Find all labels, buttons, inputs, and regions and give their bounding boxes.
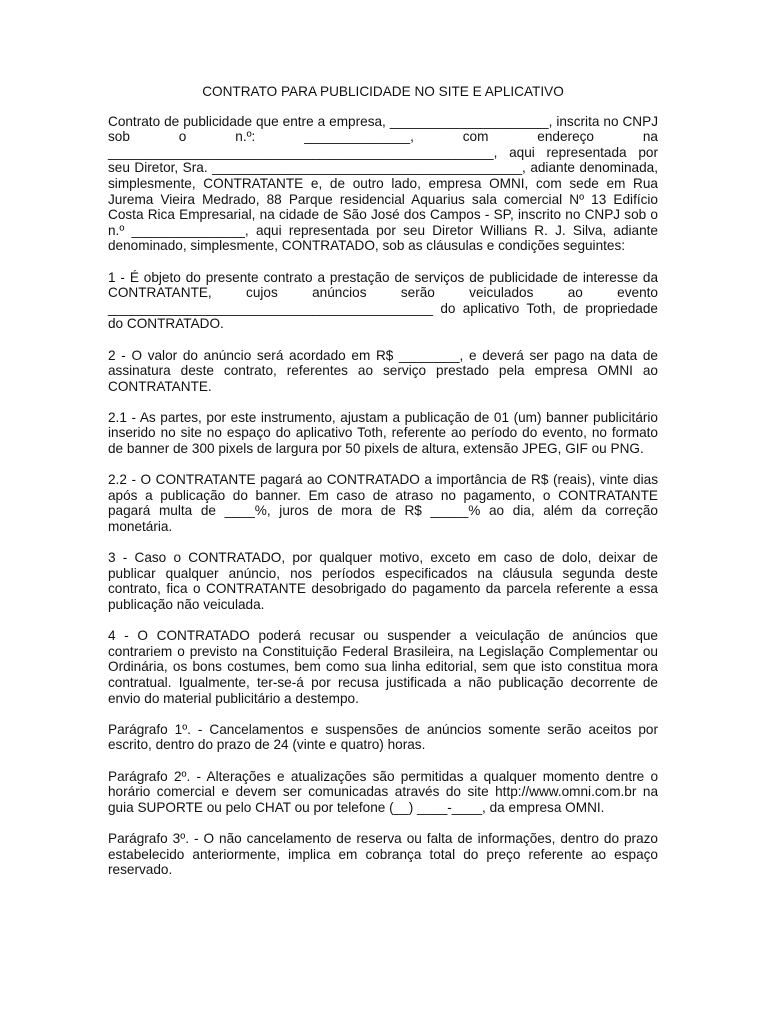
paragraph-parties: Contrato de publicidade que entre a empresa, _____________________, inscrita no CNPJ sob o n.º: ______________, com endereço na ___________________________________________________, aqui representada por seu Diretor, Sra. _________________________________________, adiante denominada, simplesmente, CONTRATANTE e, de outro lado, empresa OMNI, com sede em Rua Jurema Vieira Medrado, 88 Parque residencial Aquarius sala comercial Nº 13 Edifício Costa Rica Empresarial, na cidade de São José dos Campos - SP, inscrito no CNPJ sob o n.º _______________, aqui representada por seu Diretor Willians R. J. Silva, adiante denominado, simplesmente, CONTRATADO, sob as cláusulas e condições seguintes: bbox=[108, 113, 658, 254]
paragraph-clause-3: 3 - Caso o CONTRATADO, por qualquer motivo, exceto em caso de dolo, deixar de publicar qualquer anúncio, nos períodos especificados na cláusula segunda deste contrato, fica o CONTRATANTE desobrigado do pagamento da parcela referente a essa publicação não veiculada. bbox=[108, 550, 658, 612]
document-page bbox=[108, 84, 658, 893]
paragraph-clause-2-1: 2.1 - As partes, por este instrumento, ajustam a publicação de 01 (um) banner publicitário inserido no site no espaço do aplicativo Toth, referente ao período do evento, no formato de banner de 300 pixels de largura por 50 pixels de altura, extensão JPEG, GIF ou PNG. bbox=[108, 409, 658, 457]
paragraph-paragrafo-1: Parágrafo 1º. - Cancelamentos e suspensões de anúncios somente serão aceitos por escrito, dentro do prazo de 24 (vinte e quatro) horas. bbox=[108, 721, 658, 753]
paragraph-paragrafo-3: Parágrafo 3º. - O não cancelamento de reserva ou falta de informações, dentro do prazo estabelecido anteriormente, implica em cobrança total do preço referente ao espaço reservado. bbox=[108, 830, 658, 878]
paragraph-clause-2: 2 - O valor do anúncio será acordado em R$ ________, e deverá ser pago na data de assinatura deste contrato, referentes ao serviço prestado pela empresa OMNI ao CONTRATANTE. bbox=[108, 347, 658, 394]
paragraph-clause-1: 1 - É objeto do presente contrato a prestação de serviços de publicidade de interesse da CONTRATANTE, cujos anúncios serão veiculados ao evento ___________________________________________ do aplicativo Toth, de propriedade do CONTRATADO. bbox=[108, 269, 658, 332]
document-title: CONTRATO PARA PUBLICIDADE NO SITE E APLICATIVO bbox=[202, 84, 564, 99]
paragraph-clause-2-2: 2.2 - O CONTRATANTE pagará ao CONTRATADO a importância de R$ (reais), vinte dias após a publicação do banner. Em caso de atraso no pagamento, o CONTRATANTE pagará multa de ____%, juros de mora de R$ _____% ao dia, além da correção monetária. bbox=[108, 472, 658, 535]
paragraph-clause-4: 4 - O CONTRATADO poderá recusar ou suspender a veiculação de anúncios que contrariem o previsto na Constituição Federal Brasileira, na Legislação Complementar ou Ordinária, os bons costumes, bem como sua linha editorial, sem que isto constitua mora contratual. Igualmente, ter-se-á por recusa justificada a não publicação decorrente de envio do material publicitário a destempo. bbox=[108, 628, 658, 706]
paragraph-paragrafo-2: Parágrafo 2º. - Alterações e atualizações são permitidas a qualquer momento dentre o horário comercial e devem ser comunicadas através do site http://www.omni.com.br na guia SUPORTE ou pelo CHAT ou por telefone (__) ____-____, da empresa OMNI. bbox=[108, 768, 658, 815]
